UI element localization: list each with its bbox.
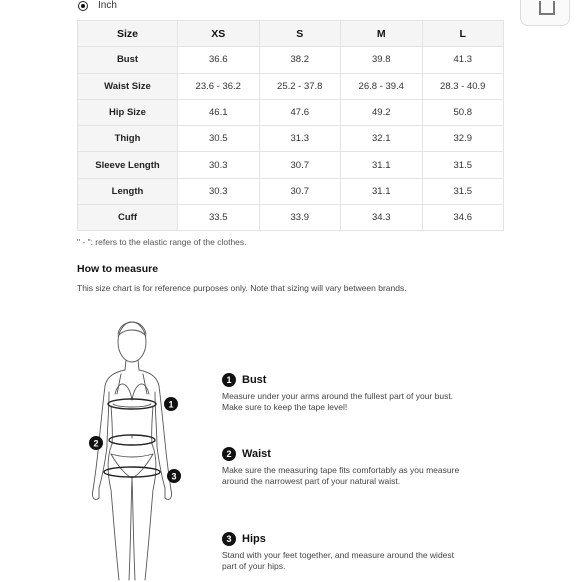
header-s: S	[259, 21, 341, 47]
marker-1	[164, 397, 178, 411]
table-cell: 38.2	[259, 47, 341, 73]
table-cell: 41.3	[422, 47, 504, 73]
table-cell: 30.7	[259, 178, 341, 204]
table-cell: 33.9	[259, 205, 341, 231]
step-title: Bust	[242, 374, 267, 386]
table-cell: 23.6 - 36.2	[178, 73, 260, 99]
table-cell: 32.1	[341, 126, 423, 152]
step-text: Measure under your arms around the fullest part of your bust. Make sure to keep the tape level!	[222, 391, 454, 412]
table-row	[78, 73, 504, 99]
table-row	[78, 47, 504, 73]
marker-2-label: 2	[93, 438, 99, 449]
table-cell: 30.5	[178, 126, 260, 152]
row-label: Waist Size	[78, 73, 178, 99]
step-bust	[222, 373, 462, 412]
header-size: Size	[78, 21, 178, 47]
table-cell: 47.6	[259, 99, 341, 125]
how-to-measure-desc: This size chart is for reference purposes only. Note that sizing will vary between brands.	[77, 283, 407, 293]
step-number: 3	[222, 532, 236, 546]
table-cell: 34.6	[422, 205, 504, 231]
table-cell: 50.8	[422, 99, 504, 125]
table-cell: 28.3 - 40.9	[422, 73, 504, 99]
table-cell: 32.9	[422, 126, 504, 152]
inch-radio[interactable]	[78, 1, 88, 11]
marker-2	[89, 436, 103, 450]
body-figure-illustration	[85, 312, 205, 582]
unit-selector[interactable]	[78, 0, 117, 11]
expand-button[interactable]	[520, 0, 570, 26]
step-title: Hips	[242, 533, 266, 545]
row-label: Sleeve Length	[78, 152, 178, 178]
table-row	[78, 126, 504, 152]
table-cell: 25.2 - 37.8	[259, 73, 341, 99]
share-icon	[539, 1, 555, 15]
table-cell: 30.3	[178, 152, 260, 178]
table-cell: 33.5	[178, 205, 260, 231]
table-row	[78, 99, 504, 125]
row-label: Bust	[78, 47, 178, 73]
table-cell: 31.5	[422, 178, 504, 204]
table-row	[78, 152, 504, 178]
table-header-row	[78, 21, 504, 47]
table-cell: 31.3	[259, 126, 341, 152]
table-cell: 34.3	[341, 205, 423, 231]
table-cell: 46.1	[178, 99, 260, 125]
table-cell: 39.8	[341, 47, 423, 73]
size-chart-table	[77, 20, 504, 231]
table-cell: 30.7	[259, 152, 341, 178]
marker-3-label: 3	[171, 471, 177, 482]
step-text: Stand with your feet together, and measure around the widest part of your hips.	[222, 550, 455, 571]
row-label: Thigh	[78, 126, 178, 152]
step-title: Waist	[242, 448, 271, 460]
step-number: 1	[222, 373, 236, 387]
row-label: Length	[78, 178, 178, 204]
elastic-range-note: " - ": refers to the elastic range of the clothes.	[77, 237, 247, 247]
table-row	[78, 205, 504, 231]
step-waist	[222, 447, 462, 486]
marker-3	[167, 469, 181, 483]
header-l: L	[422, 21, 504, 47]
table-cell: 30.3	[178, 178, 260, 204]
header-m: M	[341, 21, 423, 47]
table-cell: 49.2	[341, 99, 423, 125]
marker-1-label: 1	[168, 399, 174, 410]
table-cell: 26.8 - 39.4	[341, 73, 423, 99]
row-label: Cuff	[78, 205, 178, 231]
table-row	[78, 178, 504, 204]
table-cell: 31.5	[422, 152, 504, 178]
step-number: 2	[222, 447, 236, 461]
header-xs: XS	[178, 21, 260, 47]
row-label: Hip Size	[78, 99, 178, 125]
how-to-measure-title: How to measure	[77, 263, 159, 275]
table-cell: 36.6	[178, 47, 260, 73]
inch-label: Inch	[98, 0, 117, 11]
table-cell: 31.1	[341, 178, 423, 204]
step-hips	[222, 532, 462, 571]
step-text: Make sure the measuring tape fits comfortably as you measure around the narrowest part of your natural waist.	[222, 465, 460, 486]
table-cell: 31.1	[341, 152, 423, 178]
